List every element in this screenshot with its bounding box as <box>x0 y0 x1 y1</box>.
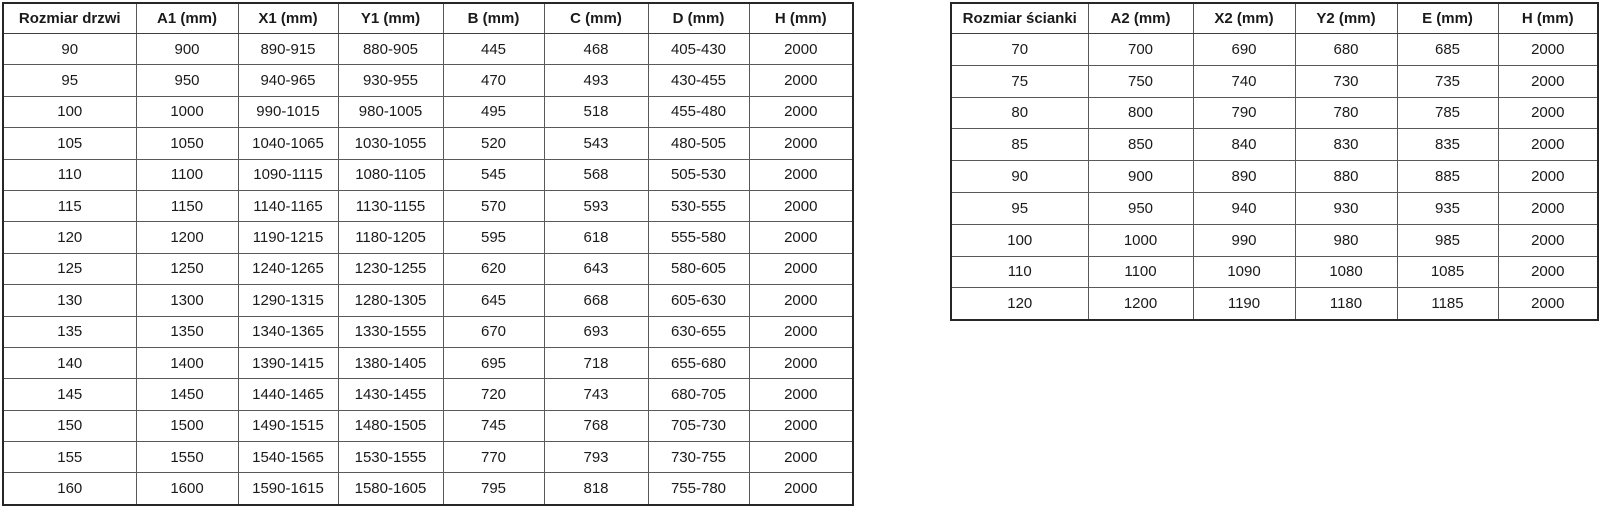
table-row <box>951 34 1598 66</box>
table-cell: 2000 <box>749 285 853 316</box>
table-cell: 160 <box>3 473 136 505</box>
table-cell: 2000 <box>1498 129 1598 161</box>
table-cell: 1350 <box>136 316 238 347</box>
table-cell: 1030-1055 <box>338 128 443 159</box>
table-cell: 1130-1155 <box>338 190 443 221</box>
column-header: X2 (mm) <box>1193 3 1295 34</box>
table-row <box>3 379 853 410</box>
table-cell: 900 <box>136 34 238 65</box>
table-row <box>951 192 1598 224</box>
door-size-table-header-row <box>3 3 853 34</box>
table-cell: 140 <box>3 347 136 378</box>
table-cell: 1050 <box>136 128 238 159</box>
table-cell: 900 <box>1088 161 1193 193</box>
column-header: A1 (mm) <box>136 3 238 34</box>
table-cell: 2000 <box>749 190 853 221</box>
table-row <box>3 190 853 221</box>
table-cell: 1240-1265 <box>238 253 338 284</box>
table-cell: 480-505 <box>648 128 749 159</box>
table-cell: 75 <box>951 65 1088 97</box>
table-row <box>951 129 1598 161</box>
table-cell: 818 <box>544 473 648 505</box>
table-cell: 95 <box>3 65 136 96</box>
table-row <box>3 222 853 253</box>
wall-size-table <box>950 2 1599 321</box>
table-cell: 445 <box>443 34 544 65</box>
table-cell: 1530-1555 <box>338 442 443 473</box>
table-cell: 1190-1215 <box>238 222 338 253</box>
table-cell: 545 <box>443 159 544 190</box>
table-row <box>951 288 1598 320</box>
table-cell: 1140-1165 <box>238 190 338 221</box>
table-cell: 1100 <box>1088 256 1193 288</box>
table-cell: 618 <box>544 222 648 253</box>
table-cell: 555-580 <box>648 222 749 253</box>
table-cell: 85 <box>951 129 1088 161</box>
table-cell: 750 <box>1088 65 1193 97</box>
table-cell: 493 <box>544 65 648 96</box>
table-cell: 570 <box>443 190 544 221</box>
table-cell: 1500 <box>136 410 238 441</box>
table-cell: 1180-1205 <box>338 222 443 253</box>
table-cell: 70 <box>951 34 1088 66</box>
table-cell: 685 <box>1397 34 1498 66</box>
column-header: C (mm) <box>544 3 648 34</box>
table-cell: 145 <box>3 379 136 410</box>
table-cell: 800 <box>1088 97 1193 129</box>
table-cell: 2000 <box>1498 288 1598 320</box>
table-cell: 2000 <box>1498 97 1598 129</box>
table-cell: 1290-1315 <box>238 285 338 316</box>
table-cell: 2000 <box>749 65 853 96</box>
table-cell: 780 <box>1295 97 1397 129</box>
table-cell: 110 <box>951 256 1088 288</box>
table-cell: 950 <box>136 65 238 96</box>
table-cell: 593 <box>544 190 648 221</box>
table-cell: 1040-1065 <box>238 128 338 159</box>
table-cell: 1600 <box>136 473 238 505</box>
table-cell: 605-630 <box>648 285 749 316</box>
table-cell: 670 <box>443 316 544 347</box>
table-cell: 2000 <box>749 222 853 253</box>
table-cell: 1090-1115 <box>238 159 338 190</box>
table-cell: 155 <box>3 442 136 473</box>
table-row <box>3 159 853 190</box>
table-cell: 890-915 <box>238 34 338 65</box>
table-cell: 1230-1255 <box>338 253 443 284</box>
table-cell: 835 <box>1397 129 1498 161</box>
table-cell: 543 <box>544 128 648 159</box>
table-cell: 930 <box>1295 192 1397 224</box>
table-cell: 595 <box>443 222 544 253</box>
table-cell: 1400 <box>136 347 238 378</box>
table-cell: 1330-1555 <box>338 316 443 347</box>
table-cell: 740 <box>1193 65 1295 97</box>
table-cell: 680 <box>1295 34 1397 66</box>
table-cell: 1100 <box>136 159 238 190</box>
table-cell: 505-530 <box>648 159 749 190</box>
table-cell: 755-780 <box>648 473 749 505</box>
table-row <box>3 34 853 65</box>
table-row <box>951 97 1598 129</box>
table-cell: 125 <box>3 253 136 284</box>
table-row <box>951 65 1598 97</box>
table-cell: 768 <box>544 410 648 441</box>
table-cell: 693 <box>544 316 648 347</box>
table-cell: 115 <box>3 190 136 221</box>
table-row <box>951 224 1598 256</box>
table-cell: 135 <box>3 316 136 347</box>
table-row <box>3 285 853 316</box>
table-row <box>3 128 853 159</box>
column-header: H (mm) <box>1498 3 1598 34</box>
table-cell: 890 <box>1193 161 1295 193</box>
table-cell: 2000 <box>749 253 853 284</box>
table-cell: 2000 <box>749 34 853 65</box>
column-header: D (mm) <box>648 3 749 34</box>
table-cell: 1480-1505 <box>338 410 443 441</box>
table-cell: 880-905 <box>338 34 443 65</box>
table-cell: 830 <box>1295 129 1397 161</box>
table-cell: 2000 <box>749 473 853 505</box>
table-cell: 718 <box>544 347 648 378</box>
table-cell: 80 <box>951 97 1088 129</box>
table-cell: 695 <box>443 347 544 378</box>
table-cell: 840 <box>1193 129 1295 161</box>
table-cell: 655-680 <box>648 347 749 378</box>
table-cell: 100 <box>951 224 1088 256</box>
table-cell: 1550 <box>136 442 238 473</box>
table-row <box>3 473 853 505</box>
table-cell: 1580-1605 <box>338 473 443 505</box>
table-cell: 2000 <box>749 410 853 441</box>
table-cell: 2000 <box>749 128 853 159</box>
table-row <box>3 96 853 127</box>
column-header: H (mm) <box>749 3 853 34</box>
table-row <box>3 65 853 96</box>
table-cell: 405-430 <box>648 34 749 65</box>
table-row <box>3 316 853 347</box>
table-cell: 110 <box>3 159 136 190</box>
table-cell: 940 <box>1193 192 1295 224</box>
table-cell: 1280-1305 <box>338 285 443 316</box>
table-cell: 1430-1455 <box>338 379 443 410</box>
table-cell: 880 <box>1295 161 1397 193</box>
table-cell: 1490-1515 <box>238 410 338 441</box>
table-cell: 530-555 <box>648 190 749 221</box>
table-cell: 950 <box>1088 192 1193 224</box>
table-cell: 850 <box>1088 129 1193 161</box>
table-cell: 2000 <box>1498 65 1598 97</box>
table-cell: 1340-1365 <box>238 316 338 347</box>
table-cell: 940-965 <box>238 65 338 96</box>
table-cell: 1540-1565 <box>238 442 338 473</box>
column-header: Y2 (mm) <box>1295 3 1397 34</box>
table-cell: 2000 <box>1498 224 1598 256</box>
table-cell: 1390-1415 <box>238 347 338 378</box>
table-cell: 790 <box>1193 97 1295 129</box>
table-cell: 980 <box>1295 224 1397 256</box>
door-size-table-container <box>2 2 854 506</box>
table-cell: 985 <box>1397 224 1498 256</box>
table-cell: 2000 <box>1498 161 1598 193</box>
table-cell: 795 <box>443 473 544 505</box>
table-cell: 1150 <box>136 190 238 221</box>
table-cell: 2000 <box>1498 256 1598 288</box>
table-cell: 730 <box>1295 65 1397 97</box>
table-cell: 95 <box>951 192 1088 224</box>
table-cell: 1080-1105 <box>338 159 443 190</box>
table-cell: 1380-1405 <box>338 347 443 378</box>
table-cell: 645 <box>443 285 544 316</box>
column-header: Y1 (mm) <box>338 3 443 34</box>
table-cell: 680-705 <box>648 379 749 410</box>
table-cell: 735 <box>1397 65 1498 97</box>
table-cell: 2000 <box>749 442 853 473</box>
table-cell: 700 <box>1088 34 1193 66</box>
table-cell: 935 <box>1397 192 1498 224</box>
column-header: X1 (mm) <box>238 3 338 34</box>
table-row <box>3 347 853 378</box>
table-cell: 100 <box>3 96 136 127</box>
table-cell: 1000 <box>136 96 238 127</box>
table-cell: 518 <box>544 96 648 127</box>
table-cell: 980-1005 <box>338 96 443 127</box>
table-cell: 1440-1465 <box>238 379 338 410</box>
column-header: Rozmiar drzwi <box>3 3 136 34</box>
column-header: B (mm) <box>443 3 544 34</box>
table-cell: 1200 <box>1088 288 1193 320</box>
table-cell: 1185 <box>1397 288 1498 320</box>
table-cell: 668 <box>544 285 648 316</box>
table-cell: 620 <box>443 253 544 284</box>
table-cell: 430-455 <box>648 65 749 96</box>
table-cell: 785 <box>1397 97 1498 129</box>
table-cell: 1300 <box>136 285 238 316</box>
table-cell: 2000 <box>749 316 853 347</box>
table-cell: 580-605 <box>648 253 749 284</box>
table-cell: 120 <box>3 222 136 253</box>
table-cell: 1250 <box>136 253 238 284</box>
table-cell: 793 <box>544 442 648 473</box>
table-cell: 705-730 <box>648 410 749 441</box>
table-cell: 730-755 <box>648 442 749 473</box>
table-cell: 1090 <box>1193 256 1295 288</box>
table-row <box>951 161 1598 193</box>
table-cell: 690 <box>1193 34 1295 66</box>
door-size-table <box>2 2 854 506</box>
table-cell: 930-955 <box>338 65 443 96</box>
table-row <box>951 256 1598 288</box>
table-cell: 1200 <box>136 222 238 253</box>
table-row <box>3 442 853 473</box>
table-cell: 2000 <box>1498 34 1598 66</box>
table-cell: 990-1015 <box>238 96 338 127</box>
table-cell: 455-480 <box>648 96 749 127</box>
table-cell: 2000 <box>749 347 853 378</box>
table-cell: 1000 <box>1088 224 1193 256</box>
table-cell: 2000 <box>749 379 853 410</box>
table-cell: 130 <box>3 285 136 316</box>
table-cell: 990 <box>1193 224 1295 256</box>
table-cell: 90 <box>951 161 1088 193</box>
table-cell: 770 <box>443 442 544 473</box>
table-cell: 1450 <box>136 379 238 410</box>
table-cell: 495 <box>443 96 544 127</box>
column-header: A2 (mm) <box>1088 3 1193 34</box>
table-cell: 1590-1615 <box>238 473 338 505</box>
table-cell: 568 <box>544 159 648 190</box>
column-header: E (mm) <box>1397 3 1498 34</box>
table-cell: 520 <box>443 128 544 159</box>
table-cell: 2000 <box>749 96 853 127</box>
table-cell: 2000 <box>749 159 853 190</box>
column-header: Rozmiar ścianki <box>951 3 1088 34</box>
wall-size-table-container <box>950 2 1599 321</box>
table-row <box>3 253 853 284</box>
table-cell: 743 <box>544 379 648 410</box>
table-cell: 2000 <box>1498 192 1598 224</box>
table-cell: 105 <box>3 128 136 159</box>
table-cell: 630-655 <box>648 316 749 347</box>
table-cell: 1080 <box>1295 256 1397 288</box>
table-row <box>3 410 853 441</box>
table-cell: 720 <box>443 379 544 410</box>
table-cell: 468 <box>544 34 648 65</box>
table-cell: 90 <box>3 34 136 65</box>
table-cell: 745 <box>443 410 544 441</box>
table-cell: 643 <box>544 253 648 284</box>
table-cell: 470 <box>443 65 544 96</box>
table-cell: 150 <box>3 410 136 441</box>
table-cell: 1180 <box>1295 288 1397 320</box>
table-cell: 120 <box>951 288 1088 320</box>
wall-size-table-header-row <box>951 3 1598 34</box>
table-cell: 1190 <box>1193 288 1295 320</box>
table-cell: 1085 <box>1397 256 1498 288</box>
table-cell: 885 <box>1397 161 1498 193</box>
